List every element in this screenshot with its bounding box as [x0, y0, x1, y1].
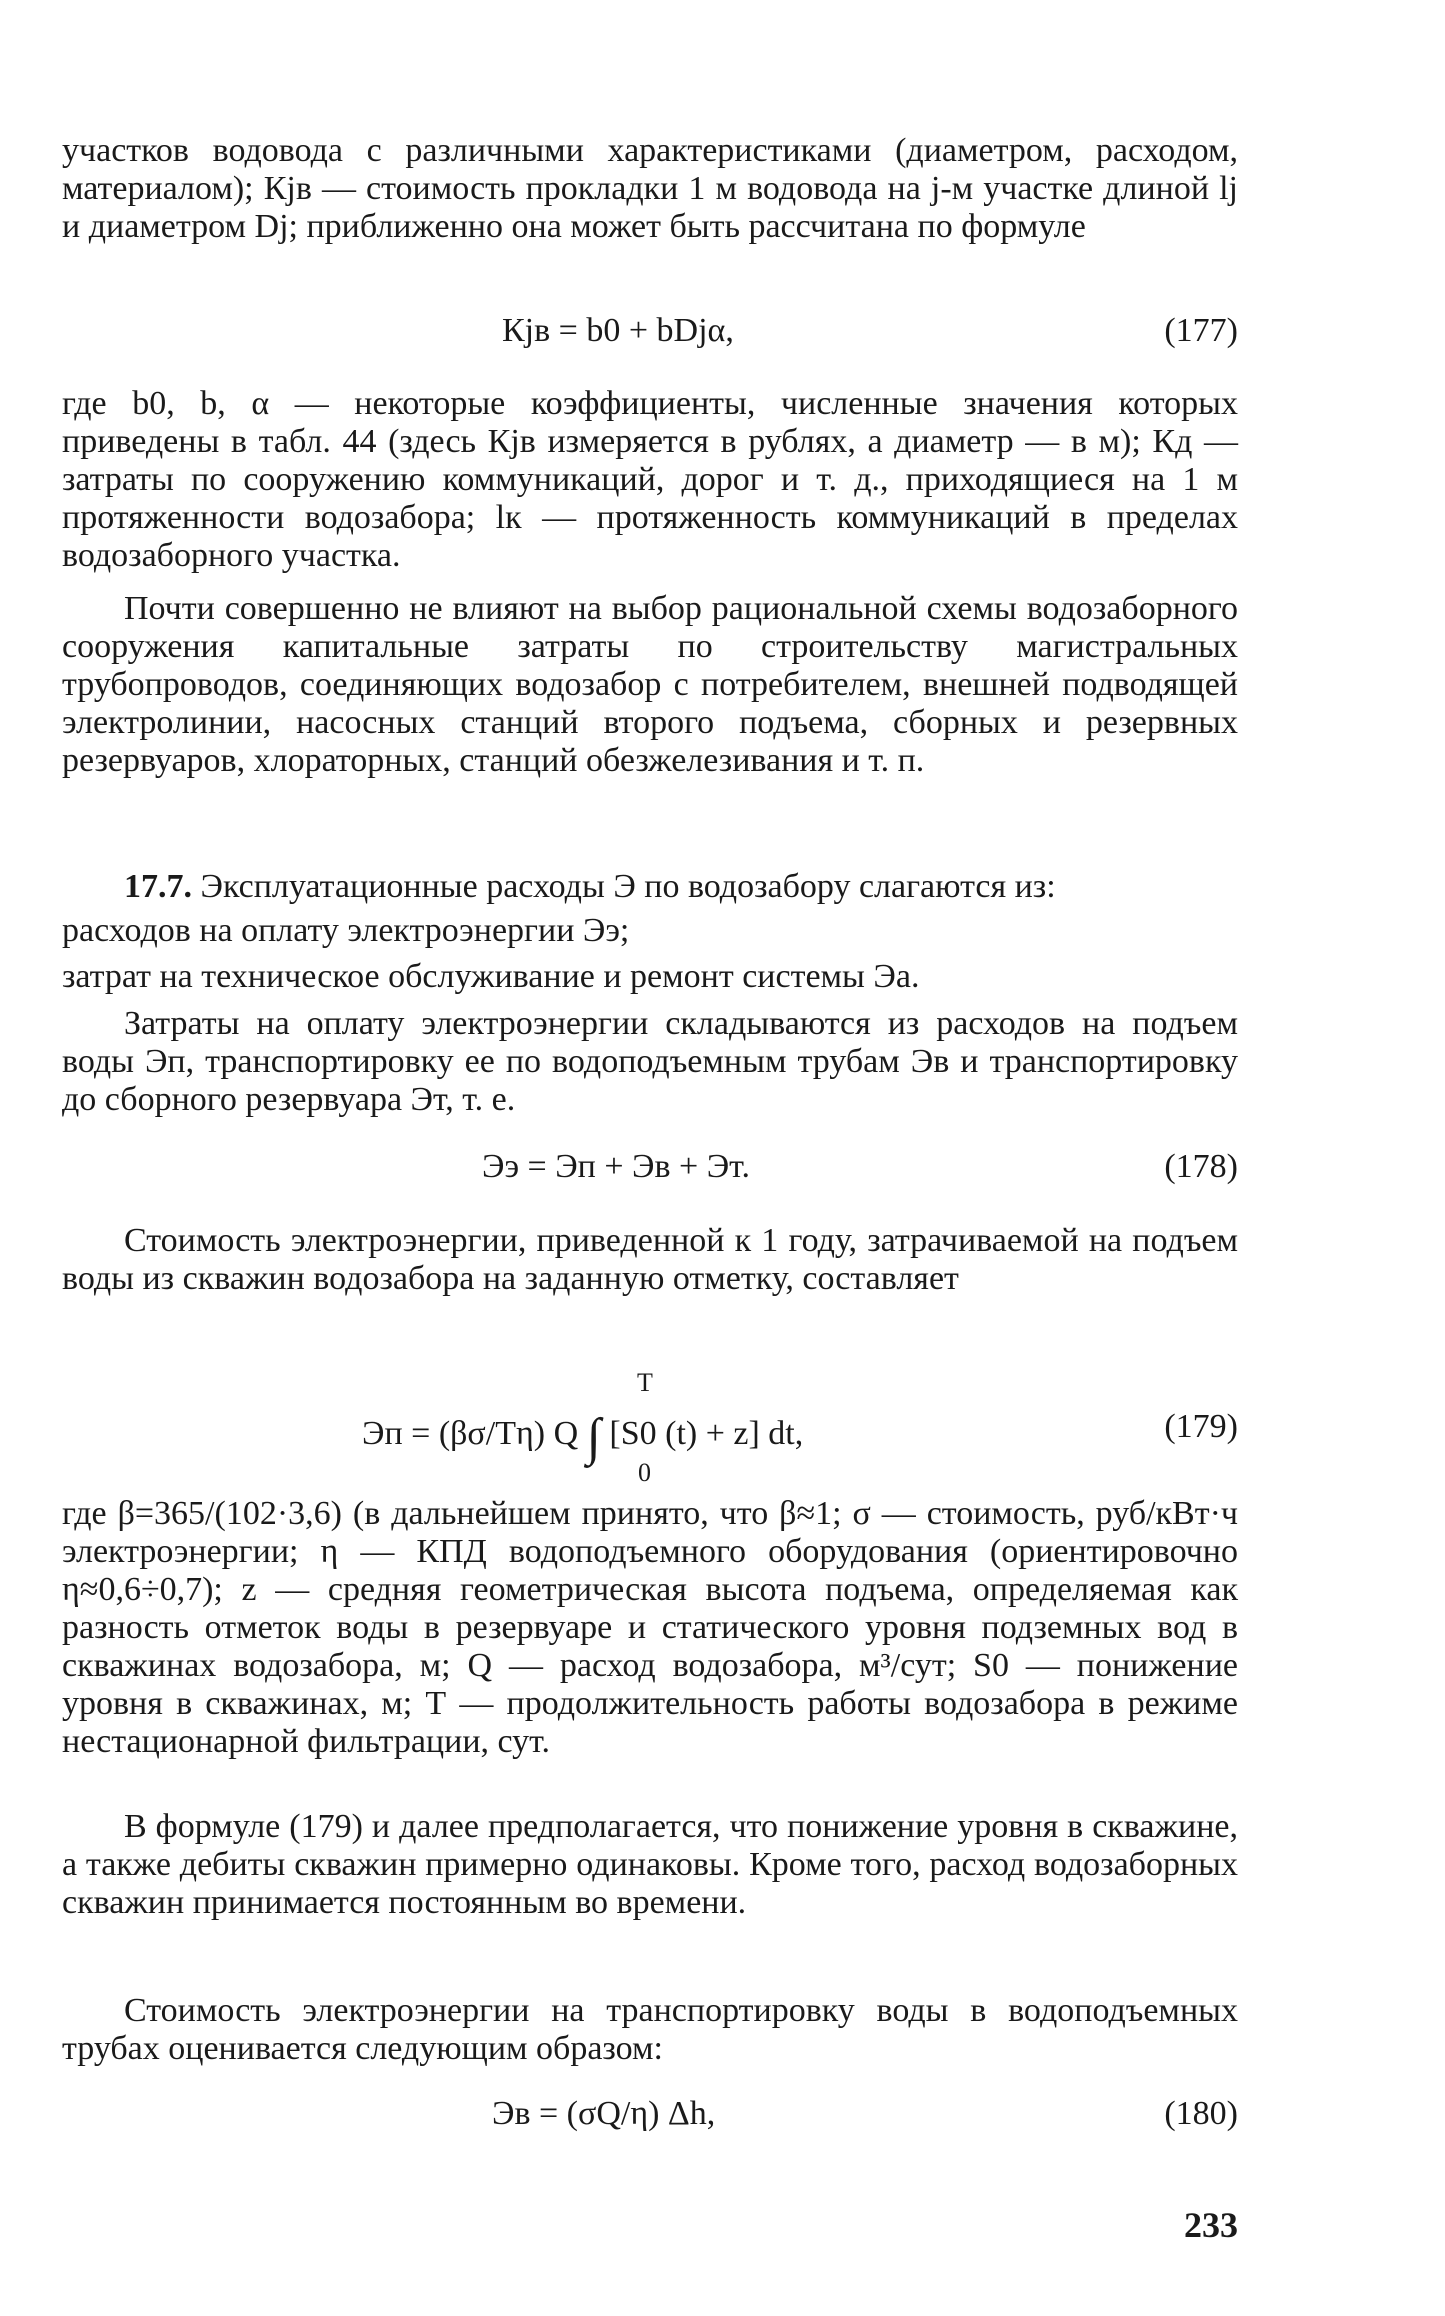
- page-number: 233: [1184, 2205, 1238, 2245]
- equation-178: [62, 1148, 1238, 1194]
- paragraph-costs: Затраты на оплату электроэнергии складываются из расходов на подъем воды Эп, транспортировку ее по водоподъемным трубам Эв и транспортировку до сборного резервуара Эт, т. е.: [62, 1005, 1238, 1118]
- equation-179: [62, 1368, 1238, 1487]
- paragraph-intro: участков водовода с различными характеристиками (диаметром, расходом, материалом); Кjв — стоимость прокладки 1 м водовода на j-м участке длиной lj и диаметром Dj; приближенно она может быть рассчитана по формуле: [62, 132, 1238, 245]
- equation-177-number: (177): [1164, 312, 1238, 349]
- equation-178-number: (178): [1164, 1148, 1238, 1185]
- section-text: Эксплуатационные расходы Э по водозабору слагаются из:: [200, 868, 1056, 905]
- equation-180: [62, 2095, 1238, 2141]
- integral-sign: ∫: [586, 1409, 601, 1466]
- equation-177-expression: Кjв = b0 + bDjα,: [502, 312, 734, 349]
- paragraph-formula-179: В формуле (179) и далее предполагается, что понижение уровня в скважине, а также дебиты скважин примерно одинаковы. Кроме того, расход водозаборных скважин принимается постоянным во времени.: [62, 1808, 1238, 1921]
- equation-179-rhs: [S0 (t) + z] dt,: [609, 1415, 804, 1452]
- list-item-2: затрат на техническое обслуживание и ремонт системы Эа.: [62, 958, 920, 995]
- section-17-7: [62, 868, 1238, 996]
- integral-upper-limit: Т: [637, 1368, 653, 1397]
- equation-178-expression: Ээ = Эп + Эв + Эт.: [482, 1148, 750, 1185]
- paragraph-almost: Почти совершенно не влияют на выбор рациональной схемы водозаборного сооружения капитальные затраты по строительству магистральных трубопроводов, соединяющих водозабор с потребителем, внешней подводящей электролинии, насосных станций второго подъема, сборных и резервных резервуаров, хлораторных, станций обезжелезивания и т. п.: [62, 590, 1238, 779]
- section-number: 17.7.: [124, 868, 192, 905]
- paragraph-where-1: где b0, b, α — некоторые коэффициенты, численные значения которых приведены в табл. 44 (здесь Кjв измеряется в рублях, а диаметр — в м); Кд — затраты по сооружению коммуникаций, дорог и т. д., приходящиеся на 1 м протяженности водозабора; lк — протяженность коммуникаций в пределах водозаборного участка.: [62, 385, 1238, 574]
- paragraph-transport: Стоимость электроэнергии на транспортировку воды в водоподъемных трубах оценивается следующим образом:: [62, 1992, 1238, 2067]
- list-item-1: расходов на оплату электроэнергии Ээ;: [62, 912, 630, 949]
- paragraph-where-2: где β=365/(102·3,6) (в дальнейшем принято, что β≈1; σ — стоимость, руб/кВт·ч электроэнергии; η — КПД водоподъемного оборудования (ориентировочно η≈0,6÷0,7); z — средняя геометрическая высота подъема, определяемая как разность отметок воды в резервуаре и статического уровня подземных вод в скважинах водозабора, м; Q — расход водозабора, м³/сут; S0 — понижение уровня в скважинах, м; Т — продолжительность работы водозабора в режиме нестационарной фильтрации, сут.: [62, 1495, 1238, 1760]
- equation-177: [62, 312, 1238, 358]
- equation-179-lhs: Эп = (βσ/Тη) Q: [362, 1415, 579, 1452]
- equation-179-number: (179): [1164, 1408, 1238, 1445]
- paragraph-cost-electricity: Стоимость электроэнергии, приведенной к 1 году, затрачиваемой на подъем воды из скважин водозабора на заданную отметку, составляет: [62, 1222, 1238, 1297]
- equation-180-expression: Эв = (σQ/η) Δh,: [492, 2095, 716, 2132]
- equation-180-number: (180): [1164, 2095, 1238, 2132]
- integral-lower-limit: 0: [638, 1458, 651, 1487]
